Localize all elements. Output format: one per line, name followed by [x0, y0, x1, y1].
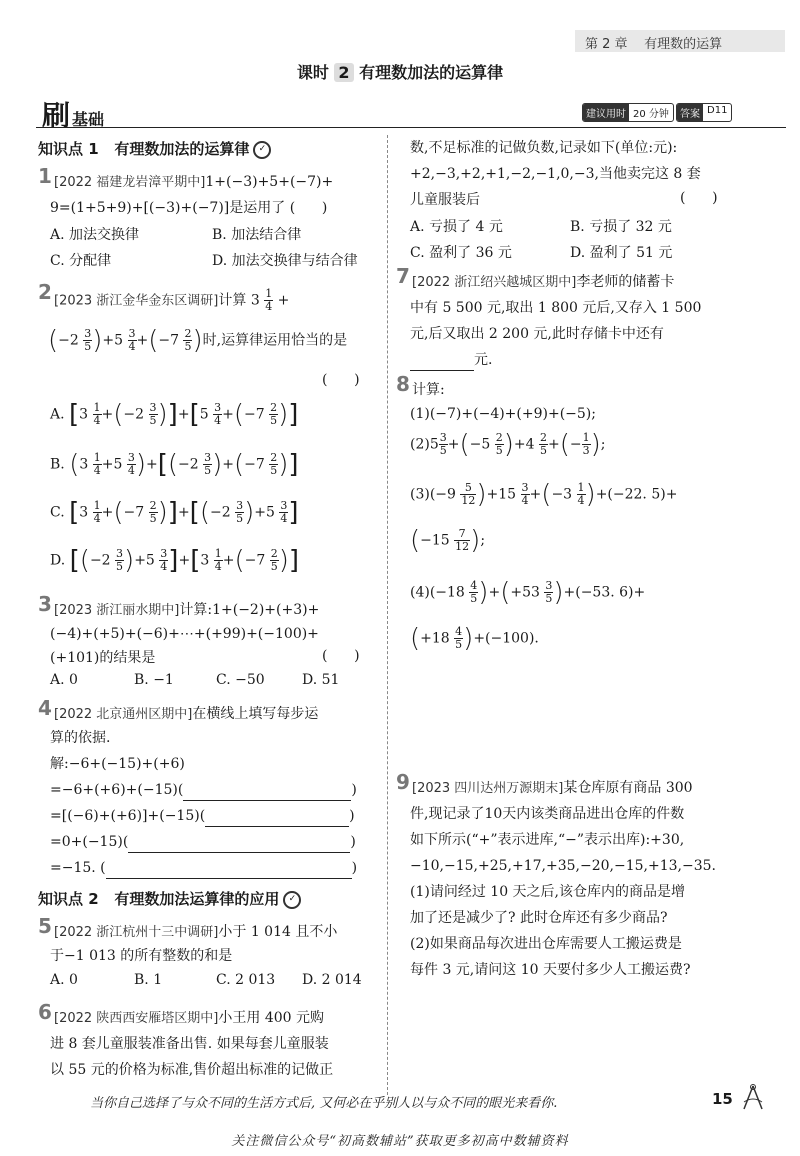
q1-option-b[interactable]: B. 加法结合律: [212, 227, 302, 243]
q6-line1: [54, 1008, 324, 1029]
q7-line4: [410, 350, 492, 371]
q4-step3-close: ): [350, 834, 356, 850]
q8-part3-label: (3)(−9: [410, 486, 456, 503]
q2-text2: 时,运算律运用恰当的是: [202, 332, 348, 349]
q8-part2-label: (2)5: [410, 436, 439, 453]
answer-badge-key: 答案: [677, 104, 703, 121]
q4-blank2[interactable]: [205, 806, 349, 827]
q4-step3-text: =0+(−15)(: [50, 834, 129, 850]
answer-badge: [676, 103, 732, 122]
q7-text4: 元.: [474, 352, 493, 368]
knowledge-point-1: [38, 138, 271, 159]
q4-blank3[interactable]: [128, 832, 350, 853]
q3-text1: 计算:1+(−2)+(+3)+: [179, 602, 320, 618]
q4-step1-close: ): [351, 782, 357, 798]
q6-text1: 小王用 400 元购: [218, 1010, 324, 1026]
q2-text1: 计算 3: [218, 292, 260, 309]
q9-line8: 每件 3 元,请问这 10 天要付多少人工搬运费?: [410, 962, 691, 978]
q4-step2: [50, 806, 355, 827]
kp2-title: 有理数加法运算律的应用: [114, 890, 280, 908]
time-badge: [582, 103, 674, 122]
q2-option-b[interactable]: B. (3 $\frac{1}{4}$ +5 $\frac{3}{4}$ )+[(−2 $\frac{3}{5}$ )+(−7 $\frac{2}{5}$ )]: [50, 449, 299, 480]
check-icon: ✓: [283, 891, 301, 909]
q6-line2: 进 8 套儿童服装准备出售. 如果每套儿童服装: [50, 1036, 329, 1052]
q9-source: [2023 四川达州万源期末]: [412, 781, 564, 796]
q4-step2-close: ): [349, 808, 355, 824]
q2-option-c-label: C.: [50, 504, 65, 521]
q9-line3: 如下所示(“+”表示进库,“−”表示出库):+30,: [410, 832, 685, 848]
q7-source: [2022 浙江绍兴越城区期中]: [412, 275, 577, 290]
q1-source: [2022 福建龙岩漳平期中]: [54, 175, 206, 190]
footer-motto: 当你自己选择了与众不同的生活方式后, 又何必在乎别人以与众不同的眼光来看你.: [90, 1096, 558, 1111]
answer-badge-value: D11: [707, 105, 728, 116]
q1-line1: [54, 172, 333, 193]
q2-source: [2023 浙江金华金东区调研]: [54, 293, 219, 309]
q2-option-b-label: B.: [50, 456, 65, 473]
q2-line1: [2023 浙江金华金东区调研]计算 3 $\frac{1}{4}$ +: [54, 287, 290, 313]
q4-step2-text: =[(−6)+(+6)]+(−15)(: [50, 808, 206, 824]
q6-option-a[interactable]: A. 亏损了 4 元: [410, 219, 503, 235]
q9-line7: (2)如果商品每次进出仓库需要人工搬运费是: [410, 936, 682, 952]
q4-line1: [54, 704, 318, 725]
q5-source: [2022 浙江杭州十三中调研]: [54, 925, 219, 940]
q3-line2: (−4)+(+5)+(−6)+⋯+(+99)+(−100)+: [50, 626, 319, 642]
q3-option-d[interactable]: D. 51: [302, 672, 340, 688]
q7-text1: 李老师的储蓄卡: [576, 274, 675, 290]
q3-option-c[interactable]: C. −50: [216, 672, 265, 688]
q9-line2: 件,现记录了10天内该类商品进出仓库的件数: [410, 806, 685, 822]
q6-line4: 数,不足标准的记做负数,记录如下(单位:元):: [410, 140, 678, 156]
q5-line2: 于−1 013 的所有整数的和是: [50, 948, 233, 964]
q1-text2: 9=(1+5+9)+[(−3)+(−7)]是运用了: [50, 200, 286, 216]
q2-number: 2: [38, 280, 52, 304]
q2-option-c[interactable]: C. [3 $\frac{1}{4}$ +(−7 $\frac{2}{5}$ )]+[(−2 $\frac{3}{5}$ )+5 $\frac{3}{4}$ ]: [50, 497, 299, 528]
q6-number: 6: [38, 1000, 52, 1024]
q1-option-d[interactable]: D. 加法交换律与结合律: [212, 253, 358, 269]
q2-line2: (−2 $\frac{3}{5}$ )+5 $\frac{3}{4}$ +(−7 $\frac{2}{5}$ )时,运算律运用恰当的是: [48, 325, 348, 356]
q8-part4-label: (4)(−18: [410, 584, 465, 601]
brand-small: 基础: [72, 110, 105, 129]
q4-step3: [50, 832, 356, 853]
q7-line2: 中有 5 500 元,取出 1 800 元后,又存入 1 500: [410, 300, 702, 316]
q1-line2: [50, 198, 327, 218]
q7-line1: [412, 272, 674, 293]
q8-part2: (2)5 $\frac{3}{5}$ +(−5 $\frac{2}{5}$ )+4 $\frac{2}{5}$ +(− $\frac{1}{3}$ );: [410, 429, 606, 460]
q5-option-a[interactable]: A. 0: [50, 972, 78, 988]
q1-option-c[interactable]: C. 分配律: [50, 253, 112, 269]
q4-number: 4: [38, 696, 52, 720]
section-brand: [42, 94, 104, 134]
knowledge-point-2: [38, 888, 301, 909]
q4-step4-text: =−15. (: [50, 860, 106, 876]
check-icon: ✓: [253, 141, 271, 159]
q9-line4: −10,−15,+25,+17,+35,−20,−15,+13,−35.: [410, 858, 716, 874]
q2-option-a-label: A.: [50, 406, 65, 423]
q5-option-b[interactable]: B. 1: [134, 972, 163, 988]
time-badge-key: 建议用时: [583, 104, 629, 121]
fraction: $\frac{1}{4}$: [265, 287, 273, 313]
chapter-header: 第 2 章 有理数的运算: [585, 37, 723, 52]
kp2-label: 知识点 2: [38, 890, 99, 908]
q8-lead: 计算:: [412, 382, 445, 398]
q8-part3: (3)(−9 $\frac{5}{12}$ )+15 $\frac{3}{4}$ +(−3 $\frac{1}{4}$ )+(−22. 5)+: [410, 479, 678, 510]
q6-line5: +2,−3,+2,+1,−2,−1,0,−3,当他卖完这 8 套: [410, 166, 701, 182]
q3-source: [2023 浙江丽水期中]: [54, 603, 180, 618]
q4-step0: 解:−6+(−15)+(+6): [50, 756, 185, 772]
q1-answer-blank[interactable]: ( ): [289, 200, 328, 216]
q5-option-d[interactable]: D. 2 014: [302, 972, 362, 988]
q4-line2: 算的依据.: [50, 730, 111, 746]
q4-step1: [50, 780, 357, 801]
q1-option-a[interactable]: A. 加法交换律: [50, 227, 140, 243]
lesson-title: [0, 60, 800, 83]
q6-option-c[interactable]: C. 盈利了 36 元: [410, 245, 512, 261]
q8-part4: (4)(−18 $\frac{4}{5}$ )+(+53 $\frac{3}{5}$ )+(−53. 6)+: [410, 577, 646, 608]
q6-line3: 以 55 元的价格为标准,售价超出标准的记做正: [50, 1062, 334, 1078]
brand-big: 刷: [42, 99, 71, 132]
q7-blank[interactable]: [410, 350, 474, 371]
time-badge-value: 20 分钟: [633, 109, 669, 120]
page-number: 15: [712, 1090, 733, 1108]
column-divider: [387, 135, 388, 1095]
q4-step1-text: =−6+(+6)+(−15)(: [50, 782, 184, 798]
q8-part3-cont: (−15 $\frac{7}{12}$ );: [410, 525, 486, 556]
q1-number: 1: [38, 164, 52, 188]
q6-source: [2022 陕西西安雁塔区期中]: [54, 1011, 219, 1026]
q2-answer-blank[interactable]: ( ): [322, 372, 360, 388]
lesson-name: 有理数加法的运算律: [359, 63, 504, 82]
kp1-title: 有理数加法的运算律: [114, 140, 250, 158]
q9-number: 9: [396, 770, 410, 794]
q7-number: 7: [396, 264, 410, 288]
q5-text1: 小于 1 014 且不小: [218, 924, 338, 940]
q9-text1: 某仓库原有商品 300: [563, 780, 693, 796]
q1-text1: 1+(−3)+5+(−7)+: [205, 174, 334, 190]
q4-blank4[interactable]: [106, 858, 352, 879]
q4-blank1[interactable]: [183, 780, 351, 801]
top-divider: [36, 127, 786, 128]
q2-option-d-label: D.: [50, 552, 66, 569]
q3-text3: (+101)的结果是: [50, 650, 156, 666]
q6-option-d[interactable]: D. 盈利了 51 元: [570, 245, 673, 261]
q5-option-c[interactable]: C. 2 013: [216, 972, 276, 988]
q9-line1: [412, 778, 693, 799]
q7-line3: 元,后又取出 2 200 元,此时存储卡中还有: [410, 326, 664, 342]
q3-answer-blank[interactable]: ( ): [322, 648, 360, 664]
q4-step4-close: ): [351, 860, 358, 876]
q3-option-a[interactable]: A. 0: [50, 672, 78, 688]
q4-step4: [50, 858, 357, 879]
q4-text1: 在横线上填写每步运: [192, 706, 319, 722]
q9-line6: 加了还是减少了? 此时仓库还有多少商品?: [410, 910, 668, 926]
q5-number: 5: [38, 914, 52, 938]
q5-line1: [54, 922, 337, 943]
q3-option-b[interactable]: B. −1: [134, 672, 174, 688]
q3-line3: [50, 648, 155, 668]
q3-number: 3: [38, 592, 52, 616]
q2-option-d[interactable]: D. [(−2 $\frac{3}{5}$ )+5 $\frac{3}{4}$ ]+[3 $\frac{1}{4}$ +(−7 $\frac{2}{5}$ )]: [50, 545, 299, 576]
q8-part4-cont: (+18 $\frac{4}{5}$ )+(−100).: [410, 623, 539, 654]
q6-option-b[interactable]: B. 亏损了 32 元: [570, 219, 672, 235]
kp1-label: 知识点 1: [38, 140, 99, 158]
q8-number: 8: [396, 372, 410, 396]
q6-answer-blank[interactable]: ( ): [680, 190, 718, 206]
footer-note: 关注微信公众号“初高数辅站”获取更多初高中数辅资料: [231, 1134, 569, 1149]
q2-option-a[interactable]: A. [3 $\frac{1}{4}$ +(−2 $\frac{3}{5}$ )]+[5 $\frac{3}{4}$ +(−7 $\frac{2}{5}$ )]: [50, 399, 299, 430]
q3-line1: [54, 600, 319, 621]
q9-line5: (1)请问经过 10 天之后,该仓库内的商品是增: [410, 884, 685, 900]
q4-source: [2022 北京通州区期中]: [54, 707, 193, 722]
q8-part1: (1)(−7)+(−4)+(+9)+(−5);: [410, 406, 596, 422]
compass-icon: [738, 1082, 768, 1112]
q6-line6: 儿童服装后: [410, 192, 480, 208]
lesson-number: 2: [334, 63, 353, 82]
lesson-prefix: 课时: [296, 63, 329, 82]
